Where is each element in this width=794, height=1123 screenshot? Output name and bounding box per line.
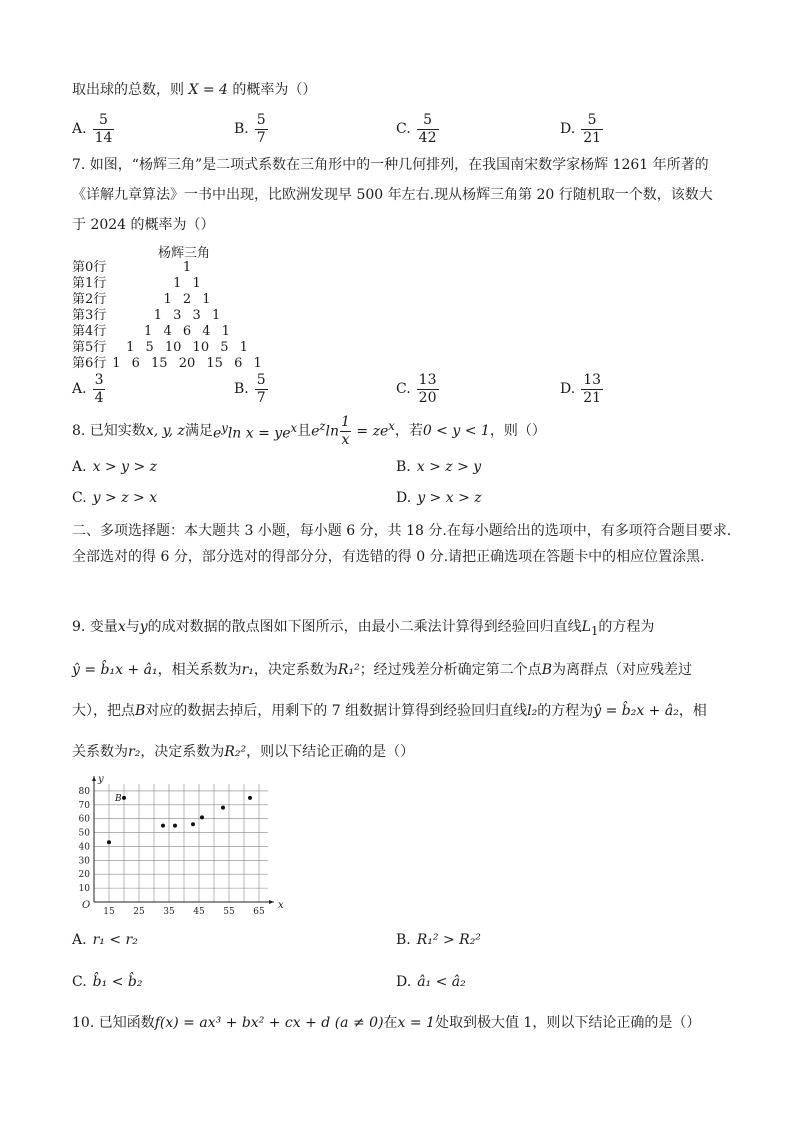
- fraction: $\frac{5}{42}$: [418, 111, 437, 146]
- data-point: [122, 796, 126, 800]
- triangle-row: 第0行 1: [72, 260, 192, 275]
- q9-stem-line-4: 关系数为r₂，决定系数为R₂²，则以下结论正确的是（）: [72, 744, 415, 760]
- triangle-row: 第2行 1 2 1: [72, 292, 211, 307]
- data-point: [191, 822, 195, 826]
- q6-math: X = 4: [188, 82, 228, 98]
- y-tick-label: 30: [78, 856, 90, 867]
- triangle-row: 第6行 1 6 15 20 15 6 1: [72, 356, 262, 371]
- x-tick-label: 35: [163, 907, 175, 917]
- yanghui-triangle: [72, 242, 262, 371]
- triangle-row: 第4行 1 4 6 4 1: [72, 324, 230, 339]
- section-2-instructions: 二、多项选择题：本大题共 3 小题，每小题 6 分，共 18 分.在每小题给出的选项中，有多项符合题目要求.全部选对的得 6 分，部分选对的得部分分，有选错的得 0 分.请把正确选项在答题卡中的相应位置涂黑.: [72, 523, 732, 565]
- option-label: A.: [72, 121, 87, 137]
- x-axis-arrow: [269, 900, 274, 904]
- q10-stem: 10. 已知函数f(x) = ax³ + bx² + cx + d (a ≠ 0)在x = 1处取到极大值 1，则以下结论正确的是（）: [72, 1015, 701, 1031]
- triangle-row: 第5行 1 5 10 10 5 1: [72, 340, 248, 355]
- fraction: $\frac{5}{14}$: [94, 111, 113, 146]
- q9-option-b[interactable]: B. R₁² > R₂²: [396, 932, 481, 948]
- origin-label: O: [82, 900, 91, 911]
- q8-option-d[interactable]: D. y > x > z: [396, 490, 482, 506]
- q7-options: [72, 368, 732, 410]
- option-label: D.: [560, 121, 576, 137]
- q9-stem-line-1: 9. 变量x与y的成对数据的散点图如下图所示，由最小二乘法计算得到经验回归直线$L_1$的方程为: [72, 619, 655, 638]
- q6-option-a[interactable]: [72, 108, 114, 150]
- q9-options-row-2: [72, 971, 732, 993]
- x-tick-label: 45: [193, 907, 205, 917]
- q7-option-b[interactable]: B. $\frac{5}{7}$: [234, 371, 266, 406]
- q6-stem-tail: [72, 80, 732, 100]
- data-point: [107, 840, 111, 844]
- x-tick-label: 55: [223, 907, 235, 917]
- scatter-plot: [68, 772, 284, 920]
- q6-text-a: 取出球的总数，则: [72, 82, 189, 98]
- fraction: $\frac{5}{7}$: [256, 111, 266, 146]
- q8-option-c[interactable]: C. y > z > x: [72, 490, 158, 506]
- q9-stem-line-2: ŷ = b̂₁x + â₁，相关系数为r₁，决定系数为R₁²；经过残差分析确定第二个点B为离群点（对应残差过: [72, 662, 692, 678]
- q8-option-a[interactable]: A. x > y > z: [72, 459, 158, 475]
- q8-equation-1: $e^y\ln$ $x = ye^x$: [212, 421, 298, 442]
- x-tick-label: 25: [133, 907, 145, 917]
- q6-option-b[interactable]: [234, 108, 268, 150]
- fraction: $\frac{5}{21}$: [583, 111, 602, 146]
- fraction: $\frac{1}{x}$: [341, 413, 350, 448]
- y-tick-label: 20: [78, 870, 90, 881]
- fraction: $\frac{5}{7}$: [256, 371, 266, 406]
- q9-option-a[interactable]: A. r₁ < r₂: [72, 932, 138, 948]
- q9-options-row-1: [72, 929, 732, 951]
- data-point: [248, 796, 252, 800]
- q9-option-d[interactable]: D. â₁ < â₂: [396, 974, 466, 990]
- q7-option-c[interactable]: C. $\frac{13}{20}$: [396, 371, 437, 406]
- q7-stem-line-3: 于 2024 的概率为（）: [72, 217, 215, 233]
- data-point: [200, 815, 204, 819]
- q8-options-row-1: [72, 456, 732, 478]
- q7-stem-line-1: 7. 如图，“杨辉三角”是二项式系数在三角形中的一种几何排列，在我国南宋数学家杨辉 1261 年所著的: [72, 157, 709, 173]
- q8-equation-2: $e^z\ln$ $\frac{1}{x}$ = $ze^x$: [311, 413, 395, 448]
- q9-stem-line-3: 大），把点B对应的数据去掉后，用剩下的 7 组数据计算得到经验回归直线l₂的方程为ŷ = b̂₂x + â₂，相: [72, 703, 707, 719]
- data-point: [173, 824, 177, 828]
- option-label: B.: [234, 121, 249, 137]
- y-tick-label: 10: [78, 884, 90, 895]
- q7-option-a[interactable]: A. $\frac{3}{4}$: [72, 371, 104, 406]
- y-axis-label: y: [98, 774, 104, 785]
- q8-stem: 8. 已知实数 x, y, z 满足 $e^y\ln$ $x = ye^x$ 且 $e^z\ln$ $\frac{1}{x}$ = $ze^x$ ，若 0 < y < 1 ，则（）: [72, 413, 546, 448]
- y-tick-label: 40: [78, 842, 90, 853]
- y-tick-label: 60: [78, 814, 90, 825]
- outlier-label: B: [115, 793, 122, 804]
- x-tick-label: 15: [103, 907, 115, 917]
- triangle-row: 第1行 1 1: [72, 276, 201, 291]
- y-tick-label: 70: [78, 800, 90, 811]
- fraction: $\frac{13}{21}$: [583, 371, 602, 406]
- q7-option-d[interactable]: D. $\frac{13}{21}$: [560, 371, 602, 406]
- q9-option-c[interactable]: C. b̂₁ < b̂₂: [72, 974, 143, 990]
- option-label: C.: [396, 121, 411, 137]
- q8-options-row-2: [72, 487, 732, 509]
- data-point: [161, 824, 165, 828]
- data-point: [221, 806, 225, 810]
- q8-option-b[interactable]: B. x > z > y: [396, 459, 482, 475]
- fraction: $\frac{13}{20}$: [418, 371, 437, 406]
- triangle-title: 杨辉三角: [158, 246, 211, 261]
- triangle-row: 第3行 1 3 3 1: [72, 308, 221, 323]
- q6-option-c[interactable]: [396, 108, 439, 150]
- q7-stem-line-2: 《详解九章算法》一书中出现，比欧洲发现早 500 年左右.现从杨辉三角第 20 行随机取一个数，该数大: [72, 187, 713, 203]
- fraction: $\frac{3}{4}$: [94, 371, 104, 406]
- q6-option-d[interactable]: [560, 108, 603, 150]
- x-axis-label: x: [278, 900, 284, 911]
- x-tick-label: 65: [253, 907, 265, 917]
- y-axis-arrow: [92, 776, 96, 781]
- y-tick-label: 50: [78, 828, 90, 839]
- q6-options: [72, 108, 732, 150]
- q6-text-b: 的概率为（）: [227, 82, 317, 98]
- y-tick-label: 80: [78, 786, 90, 797]
